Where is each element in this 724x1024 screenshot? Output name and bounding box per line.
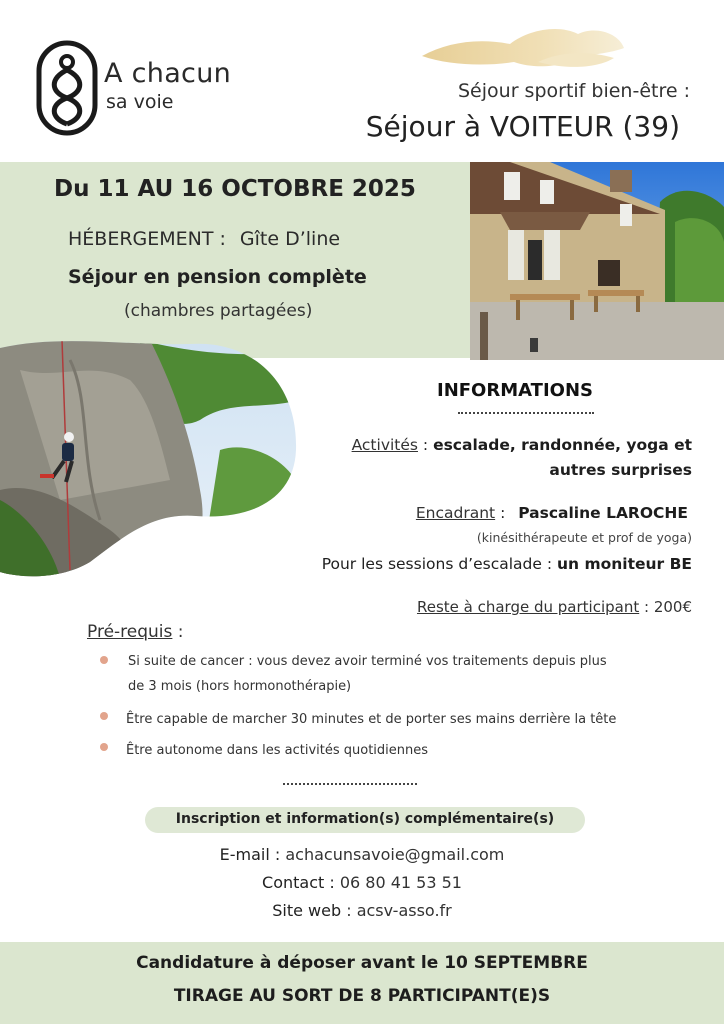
bullet-icon (100, 743, 108, 751)
phone-label: Contact : (262, 873, 335, 892)
bullet-icon (100, 712, 108, 720)
climbing-value: un moniteur BE (556, 555, 692, 573)
cost-label: Reste à charge du participant (416, 598, 640, 616)
prerequisite-text-continued: de 3 mois (hors hormonothérapie) (128, 679, 352, 694)
prerequisite-text: Si suite de cancer : vous devez avoir terminé vos traitements depuis plus (128, 654, 607, 669)
prerequisite-item (126, 707, 616, 732)
climbing-photo (0, 340, 300, 578)
website-link[interactable]: : acsv-asso.fr (341, 901, 452, 920)
lodging-label: HÉBERGEMENT : (68, 228, 226, 250)
cost-value: : 200€ (639, 598, 692, 616)
supervisor-sep: : (495, 504, 511, 522)
brand-tagline: sa voie (106, 91, 174, 113)
supervisor-name: Pascaline LAROCHE (518, 504, 688, 522)
lottery-notice: TIRAGE AU SORT DE 8 PARTICIPANT(E)S (173, 986, 551, 1006)
dotted-divider (283, 783, 417, 785)
prerequisite-item (128, 649, 607, 699)
activities-label: Activités (351, 436, 418, 454)
activities-line (352, 436, 692, 454)
prerequisite-text: Être autonome dans les activités quotidiennes (126, 743, 429, 758)
prerequisites-label: Pré-requis (87, 622, 173, 642)
brand-logo-icon (36, 40, 98, 136)
stay-dates: Du 11 AU 16 OCTOBRE 2025 (54, 176, 416, 202)
prerequisite-item (126, 738, 428, 763)
room-type: (chambres partagées) (124, 301, 313, 321)
application-deadline: Candidature à déposer avant le 10 SEPTEMBRE (136, 953, 588, 973)
phone-link[interactable]: 06 80 41 53 51 (334, 873, 462, 892)
bullet-icon (100, 656, 108, 664)
lodging-photo (470, 162, 724, 360)
climbing-label: Pour les sessions d’escalade : (321, 555, 557, 573)
phone-line (0, 873, 724, 892)
email-line (0, 845, 724, 864)
prerequisite-text: Être capable de marcher 30 minutes et de porter ses mains derrière la tête (126, 712, 617, 727)
supervisor-role: (kinésithérapeute et prof de yoga) (476, 530, 692, 545)
lodging-line (68, 228, 340, 250)
cost-line (417, 598, 692, 616)
climbing-sessions-line (322, 555, 692, 573)
activities-sep: : (417, 436, 434, 454)
email-link[interactable]: achacunsavoie@gmail.com (280, 845, 505, 864)
prerequisites-title (87, 622, 184, 642)
activities-value-continued: autres surprises (549, 461, 692, 479)
website-label: Site web (272, 901, 342, 920)
prerequisites-sep: : (172, 622, 184, 642)
website-line (0, 901, 724, 920)
supervisor-label: Encadrant (415, 504, 496, 522)
page-title: Séjour à VOITEUR (39) (365, 110, 680, 143)
contact-heading: Inscription et information(s) complémentaire(s) (175, 811, 555, 827)
supervisor-line (416, 504, 688, 522)
page-subtitle: Séjour sportif bien-être : (458, 80, 690, 102)
cloud-decoration-icon (418, 22, 630, 74)
brand-name: A chacun (104, 58, 232, 89)
email-label: E-mail : (219, 845, 281, 864)
dotted-divider (458, 412, 594, 414)
activities-value: escalade, randonnée, yoga et (433, 436, 692, 454)
board-type: Séjour en pension complète (68, 266, 367, 288)
lodging-value: Gîte D’line (239, 228, 341, 250)
informations-title: INFORMATIONS (437, 380, 593, 401)
